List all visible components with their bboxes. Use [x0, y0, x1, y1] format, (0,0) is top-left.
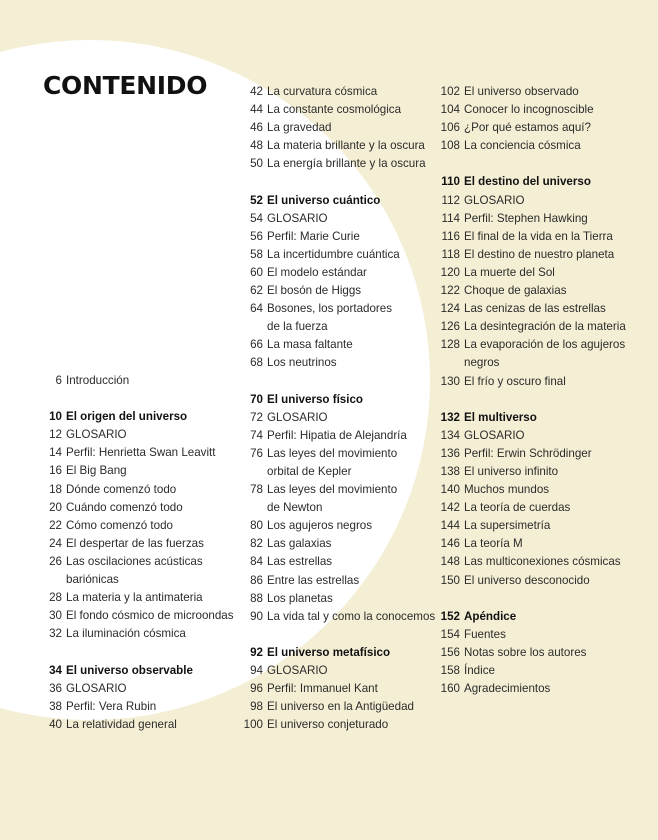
- toc-entry-title: Los neutrinos: [267, 356, 337, 370]
- toc-entry-title: bariónicas: [66, 573, 119, 587]
- toc-page-number: 46: [250, 121, 263, 135]
- toc-page-number: 14: [49, 446, 62, 460]
- toc-entry-title: La teoría M: [464, 537, 523, 551]
- toc-page-number: 90: [250, 609, 263, 623]
- toc-entry[interactable]: [32, 680, 234, 698]
- toc-entry[interactable]: [233, 680, 435, 698]
- toc-entry[interactable]: [430, 210, 626, 228]
- toc-entry-title: La supersimetría: [464, 519, 551, 533]
- toc-entry-title: GLOSARIO: [66, 428, 127, 442]
- toc-entry-title: Perfil: Henrietta Swan Leavitt: [66, 446, 216, 460]
- toc-entry[interactable]: [430, 83, 626, 101]
- toc-entry[interactable]: [32, 553, 234, 571]
- toc-page-number: 80: [250, 519, 263, 533]
- toc-page-number: 52: [250, 193, 263, 207]
- toc-entry[interactable]: [32, 372, 234, 390]
- toc-page-number: 156: [440, 645, 460, 659]
- toc-column-1: [32, 372, 234, 734]
- toc-entry[interactable]: [233, 155, 435, 173]
- toc-entry[interactable]: [233, 228, 435, 246]
- toc-entry-title: El bosón de Higgs: [267, 284, 362, 298]
- toc-page-number: 28: [49, 591, 62, 605]
- toc-entry-continuation: [233, 499, 435, 517]
- toc-page-number: 22: [49, 518, 62, 532]
- toc-entry-title: La iluminación cósmica: [66, 627, 186, 641]
- toc-entry-title: orbital de Kepler: [267, 464, 352, 478]
- toc-section-heading[interactable]: [233, 391, 435, 409]
- toc-page-number: 124: [440, 302, 460, 316]
- toc-entry-title: Perfil: Erwin Schrödinger: [464, 446, 592, 460]
- toc-entry[interactable]: [430, 680, 626, 698]
- toc-section-heading[interactable]: [233, 644, 435, 662]
- toc-entry-title: La gravedad: [267, 121, 332, 135]
- toc-entry[interactable]: [430, 517, 626, 535]
- toc-entry-title: La constante cosmológica: [267, 103, 402, 117]
- toc-page-number: 6: [55, 374, 62, 387]
- toc-entry[interactable]: [233, 535, 435, 553]
- toc-entry-title: La conciencia cósmica: [464, 139, 581, 153]
- toc-page-number: 140: [440, 483, 460, 497]
- toc-entry-title: Notas sobre los autores: [464, 645, 587, 659]
- toc-page-number: 68: [250, 356, 263, 370]
- toc-page-number: 154: [440, 627, 460, 641]
- toc-page-number: 104: [440, 103, 460, 117]
- page-title: CONTENIDO: [43, 71, 208, 100]
- toc-page-number: 82: [250, 537, 263, 551]
- toc-page-number: 158: [440, 664, 460, 677]
- toc-entry-title: Apéndice: [464, 609, 517, 623]
- toc-entry-title: La energía brillante y la oscura: [267, 157, 426, 171]
- toc-entry-title: La curvatura cósmica: [267, 85, 378, 98]
- toc-entry-title: El final de la vida en la Tierra: [464, 229, 613, 243]
- toc-section-heading[interactable]: [430, 608, 626, 626]
- toc-entry-title: GLOSARIO: [464, 193, 525, 207]
- toc-entry-continuation: [233, 463, 435, 481]
- toc-entry[interactable]: [430, 228, 626, 246]
- toc-entry[interactable]: [233, 716, 435, 734]
- toc-entry-title: El despertar de las fuerzas: [66, 536, 204, 550]
- toc-page-number: 112: [441, 193, 460, 207]
- toc-page-number: 78: [250, 483, 263, 497]
- toc-section-heading[interactable]: [430, 409, 626, 427]
- toc-page-number: 48: [250, 139, 263, 153]
- toc-entry-continuation: [32, 571, 234, 589]
- toc-entry-title: El multiverso: [464, 410, 537, 424]
- toc-entry-title: Las multiconexiones cósmicas: [464, 555, 621, 569]
- toc-entry[interactable]: [430, 535, 626, 553]
- toc-entry[interactable]: [233, 83, 435, 101]
- toc-page-number: 34: [49, 663, 62, 677]
- toc-entry[interactable]: [430, 246, 626, 264]
- toc-entry-title: Choque de galaxias: [464, 284, 567, 298]
- toc-entry-title: La evaporación de los agujeros: [464, 338, 626, 352]
- toc-entry[interactable]: [430, 318, 626, 336]
- toc-entry-continuation: [430, 354, 626, 372]
- toc-entry-title: Las oscilaciones acústicas: [66, 554, 203, 568]
- toc-entry-title: Las leyes del movimiento: [267, 446, 398, 460]
- toc-entry-title: El universo físico: [267, 392, 363, 406]
- toc-page-number: 30: [49, 609, 62, 623]
- toc-entry[interactable]: [430, 137, 626, 155]
- toc-entry-title: El fondo cósmico de microondas: [66, 609, 234, 623]
- toc-entry[interactable]: [233, 608, 435, 626]
- toc-page-number: 24: [49, 536, 62, 550]
- toc-entry-title: El universo desconocido: [464, 573, 590, 587]
- toc-entry-title: GLOSARIO: [66, 681, 127, 695]
- toc-entry-title: Perfil: Hipatia de Alejandría: [267, 428, 407, 442]
- toc-entry-title: GLOSARIO: [267, 410, 328, 424]
- toc-page-number: 138: [440, 464, 460, 478]
- toc-entry[interactable]: [233, 354, 435, 372]
- toc-entry[interactable]: [32, 444, 234, 462]
- toc-page-number: 56: [250, 229, 263, 243]
- toc-entry[interactable]: [233, 101, 435, 119]
- toc-page-number: 120: [440, 265, 460, 279]
- toc-entry[interactable]: [430, 644, 626, 662]
- toc-entry-title: Las estrellas: [267, 555, 333, 569]
- toc-page-number: 94: [250, 664, 263, 677]
- toc-entry[interactable]: [430, 300, 626, 318]
- toc-entry-title: El destino del universo: [464, 175, 591, 189]
- toc-page-number: 134: [440, 428, 460, 442]
- toc-entry[interactable]: [233, 210, 435, 228]
- toc-page-number: 38: [49, 699, 62, 713]
- toc-entry-title: de la fuerza: [267, 320, 328, 334]
- toc-entry[interactable]: [233, 590, 435, 608]
- toc-entry[interactable]: [233, 662, 435, 680]
- toc-page-number: 110: [441, 175, 460, 189]
- toc-entry[interactable]: [233, 427, 435, 445]
- toc-section-heading[interactable]: [32, 408, 234, 426]
- toc-entry-title: Perfil: Marie Curie: [267, 229, 360, 243]
- toc-section-heading[interactable]: [32, 662, 234, 680]
- toc-entry[interactable]: [430, 626, 626, 644]
- toc-page-number: 62: [250, 284, 263, 298]
- toc-entry[interactable]: [233, 137, 435, 155]
- toc-page-number: 118: [441, 247, 460, 261]
- toc-entry[interactable]: [233, 300, 435, 318]
- toc-page-number: 88: [250, 591, 263, 605]
- toc-page-number: 74: [250, 428, 263, 442]
- toc-page-number: 26: [49, 554, 62, 568]
- toc-page-number: 98: [250, 700, 263, 714]
- toc-entry-title: El Big Bang: [66, 464, 127, 478]
- toc-entry-title: Agradecimientos: [464, 682, 551, 696]
- toc-entry[interactable]: [32, 716, 234, 734]
- toc-entry[interactable]: [430, 481, 626, 499]
- toc-page-number: 42: [250, 85, 263, 98]
- toc-page-number: 122: [440, 284, 460, 298]
- toc-page-number: 64: [250, 302, 263, 316]
- toc-column-3: [430, 83, 626, 698]
- toc-entry-title: Perfil: Immanuel Kant: [267, 682, 378, 696]
- toc-page-number: 44: [250, 103, 263, 117]
- toc-page-number: 100: [243, 718, 263, 732]
- toc-entry[interactable]: [32, 625, 234, 643]
- toc-entry-title: La vida tal y como la conocemos: [267, 609, 436, 623]
- toc-page-number: 66: [250, 338, 263, 352]
- toc-entry[interactable]: [430, 336, 626, 354]
- toc-entry-title: El modelo estándar: [267, 265, 367, 279]
- toc-entry-title: Perfil: Vera Rubin: [66, 699, 157, 713]
- toc-entry[interactable]: [233, 517, 435, 535]
- toc-entry-title: La materia y la antimateria: [66, 591, 203, 605]
- toc-page-number: 84: [250, 555, 263, 569]
- toc-page-number: 86: [250, 573, 263, 587]
- toc-entry[interactable]: [233, 246, 435, 264]
- toc-entry[interactable]: [32, 535, 234, 553]
- toc-entry[interactable]: [233, 553, 435, 571]
- toc-entry-title: Dónde comenzó todo: [66, 482, 177, 496]
- toc-page-number: 148: [440, 555, 460, 569]
- toc-page-number: 144: [440, 519, 460, 533]
- toc-page-number: 106: [440, 121, 460, 135]
- toc-entry[interactable]: [430, 427, 626, 445]
- toc-entry[interactable]: [430, 463, 626, 481]
- toc-page-number: 50: [250, 157, 263, 171]
- toc-entry[interactable]: [233, 481, 435, 499]
- toc-entry-title: negros: [464, 356, 500, 370]
- toc-page-number: 116: [441, 229, 460, 243]
- toc-entry-title: Entre las estrellas: [267, 573, 360, 587]
- toc-section-heading[interactable]: [233, 192, 435, 210]
- toc-entry[interactable]: [430, 553, 626, 571]
- toc-entry-title: Cuándo comenzó todo: [66, 500, 183, 514]
- toc-page-number: 114: [441, 211, 460, 225]
- toc-page-number: 136: [440, 446, 460, 460]
- toc-entry[interactable]: [430, 264, 626, 282]
- toc-entry-title: GLOSARIO: [464, 428, 525, 442]
- toc-page-number: 18: [49, 482, 62, 496]
- toc-entry[interactable]: [233, 445, 435, 463]
- toc-entry[interactable]: [430, 373, 626, 391]
- toc-entry-title: La incertidumbre cuántica: [267, 247, 400, 261]
- toc-page-number: 72: [250, 410, 263, 424]
- toc-page-number: 142: [440, 501, 460, 515]
- toc-entry-title: GLOSARIO: [267, 211, 328, 225]
- toc-page-number: 102: [440, 85, 460, 98]
- toc-entry[interactable]: [32, 481, 234, 499]
- toc-entry-title: La muerte del Sol: [464, 265, 555, 279]
- toc-page-number: 126: [440, 320, 460, 334]
- toc-entry[interactable]: [32, 517, 234, 535]
- toc-page-number: 12: [49, 428, 62, 442]
- toc-entry[interactable]: [32, 698, 234, 716]
- toc-entry[interactable]: [32, 499, 234, 517]
- toc-entry-title: de Newton: [267, 501, 323, 515]
- toc-entry-title: El frío y oscuro final: [464, 374, 566, 388]
- toc-entry[interactable]: [233, 409, 435, 427]
- toc-page-number: 130: [440, 374, 460, 388]
- toc-page-number: 132: [440, 410, 460, 424]
- toc-page-number: 54: [250, 211, 263, 225]
- toc-entry-title: ¿Por qué estamos aquí?: [464, 121, 591, 135]
- toc-entry-title: El universo cuántico: [267, 193, 381, 207]
- toc-entry[interactable]: [430, 282, 626, 300]
- toc-entry-title: El universo en la Antigüedad: [267, 700, 414, 714]
- toc-entry-title: Las leyes del movimiento: [267, 483, 398, 497]
- toc-page-number: 96: [250, 682, 263, 696]
- toc-entry-title: Fuentes: [464, 627, 506, 641]
- toc-entry[interactable]: [430, 445, 626, 463]
- toc-entry[interactable]: [233, 282, 435, 300]
- toc-page-number: 20: [49, 500, 62, 514]
- toc-entry-title: El destino de nuestro planeta: [464, 247, 615, 261]
- toc-entry-title: Bosones, los portadores: [267, 302, 393, 316]
- toc-entry-title: Las cenizas de las estrellas: [464, 302, 606, 316]
- toc-entry[interactable]: [32, 462, 234, 480]
- toc-entry-title: La materia brillante y la oscura: [267, 139, 425, 153]
- toc-entry-title: Muchos mundos: [464, 483, 550, 497]
- toc-page-number: 32: [49, 627, 62, 641]
- toc-section-heading[interactable]: [430, 173, 626, 191]
- toc-column-2: [233, 83, 435, 734]
- toc-entry[interactable]: [32, 589, 234, 607]
- toc-page-number: 108: [440, 139, 460, 153]
- toc-entry-title: La relatividad general: [66, 717, 177, 731]
- toc-page-number: 58: [250, 247, 263, 261]
- toc-entry-title: El universo metafísico: [267, 645, 391, 659]
- toc-entry[interactable]: [32, 607, 234, 625]
- toc-entry[interactable]: [430, 662, 626, 680]
- toc-entry[interactable]: [430, 101, 626, 119]
- toc-entry-title: El universo observable: [66, 663, 193, 677]
- toc-entry-title: Los agujeros negros: [267, 519, 373, 533]
- toc-entry-title: Introducción: [66, 374, 130, 387]
- toc-entry-title: GLOSARIO: [267, 664, 328, 677]
- toc-entry[interactable]: [32, 426, 234, 444]
- toc-page-number: 36: [49, 681, 62, 695]
- toc-entry-title: El universo observado: [464, 85, 579, 98]
- toc-entry-continuation: [233, 318, 435, 336]
- toc-page-number: 160: [440, 682, 460, 696]
- toc-page-number: 92: [250, 645, 263, 659]
- toc-entry-title: El universo conjeturado: [267, 718, 389, 732]
- toc-entry-title: Índice: [464, 664, 495, 677]
- toc-entry-title: Las galaxias: [267, 537, 332, 551]
- toc-page-number: 146: [440, 537, 460, 551]
- toc-entry[interactable]: [430, 119, 626, 137]
- toc-page-number: 70: [250, 392, 263, 406]
- toc-entry-title: La teoría de cuerdas: [464, 501, 571, 515]
- toc-page-number: 16: [49, 464, 62, 478]
- toc-page-number: 150: [440, 573, 460, 587]
- toc-entry[interactable]: [430, 192, 626, 210]
- toc-page-number: 128: [440, 338, 460, 352]
- toc-entry[interactable]: [233, 119, 435, 137]
- toc-entry-title: El origen del universo: [66, 410, 188, 424]
- toc-entry[interactable]: [233, 698, 435, 716]
- toc-page-number: 60: [250, 265, 263, 279]
- toc-entry[interactable]: [430, 499, 626, 517]
- toc-entry[interactable]: [233, 336, 435, 354]
- toc-entry-title: La desintegración de la materia: [464, 320, 626, 334]
- toc-page-number: 10: [49, 410, 62, 424]
- toc-entry-title: Los planetas: [267, 591, 333, 605]
- toc-entry[interactable]: [233, 264, 435, 282]
- toc-entry[interactable]: [430, 572, 626, 590]
- toc-entry[interactable]: [233, 572, 435, 590]
- toc-entry-title: Conocer lo incognoscible: [464, 103, 594, 117]
- toc-page-number: 76: [250, 446, 263, 460]
- toc-entry-title: Cómo comenzó todo: [66, 518, 173, 532]
- toc-entry-title: La masa faltante: [267, 338, 353, 352]
- toc-entry-title: El universo infinito: [464, 464, 559, 478]
- toc-entry-title: Perfil: Stephen Hawking: [464, 211, 588, 225]
- toc-page-number: 152: [440, 609, 460, 623]
- toc-page-number: 40: [49, 717, 62, 731]
